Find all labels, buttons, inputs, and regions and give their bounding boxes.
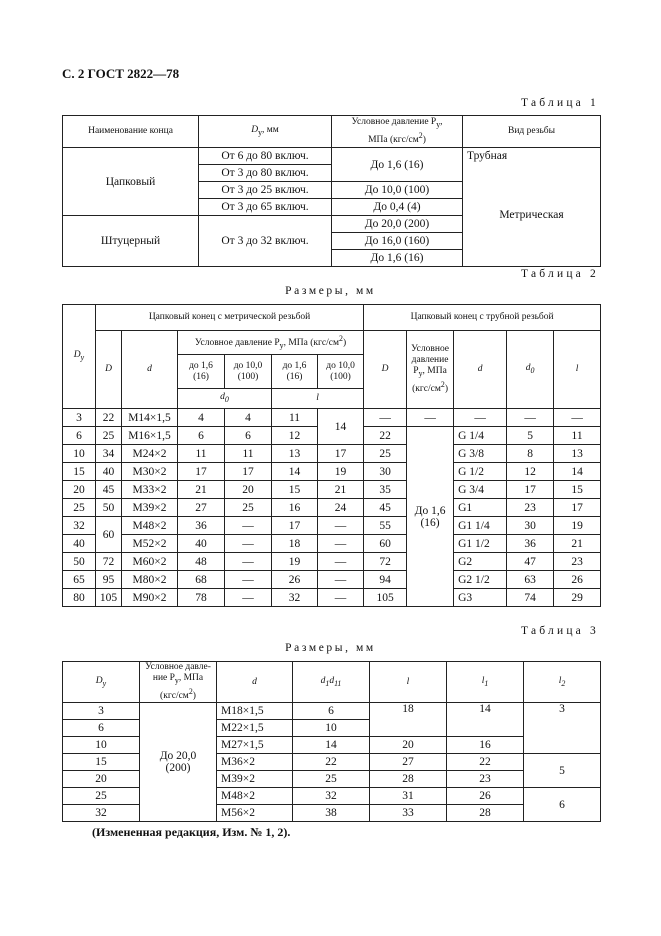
table2-caption: Таблица 2 xyxy=(521,268,599,280)
t2-cell: 8 xyxy=(507,445,554,463)
t2-header-l: l xyxy=(272,389,364,409)
t2-cell: 11 xyxy=(225,445,272,463)
t3-cell: 32 xyxy=(63,805,140,822)
t1-cell: От 3 до 25 включ. xyxy=(199,182,332,199)
t2-header-p16: до 1,6 (16) xyxy=(272,355,318,389)
t2-cell: 27 xyxy=(178,499,225,517)
t2-cell: 65 xyxy=(63,571,96,589)
t3-cell: 16 xyxy=(447,737,524,754)
t1-cell: До 16,0 (160) xyxy=(332,233,463,250)
t2-cell: 6 xyxy=(178,427,225,445)
t2-cell: 29 xyxy=(554,589,601,607)
t2-header-D: D xyxy=(96,331,122,409)
t2-cell: — xyxy=(225,589,272,607)
t2-cell-merged-pressure: До 1,6 (16) xyxy=(407,427,454,607)
t2-cell: — xyxy=(318,571,364,589)
t2-cell: — xyxy=(318,535,364,553)
t2-header-p100: до 10,0 (100) xyxy=(225,355,272,389)
t1-cell: От 3 до 80 включ. xyxy=(199,165,332,182)
table-1 xyxy=(62,115,601,267)
t3-header-l2: $l_2$ xyxy=(524,662,601,703)
t3-cell: 22 xyxy=(447,754,524,771)
t3-header-d1: $d_1d_{11}$ xyxy=(293,662,370,703)
table-3 xyxy=(62,661,601,822)
t2-cell: — xyxy=(507,409,554,427)
t2-cell: 26 xyxy=(554,571,601,589)
t2-cell: G2 xyxy=(454,553,507,571)
t2-cell: 36 xyxy=(178,517,225,535)
t2-cell-merged-l: 14 xyxy=(318,409,364,445)
t2-cell: 22 xyxy=(364,427,407,445)
t2-cell: 21 xyxy=(318,481,364,499)
t2-cell: 18 xyxy=(272,535,318,553)
t3-cell: 23 xyxy=(447,771,524,788)
t2-cell: 34 xyxy=(96,445,122,463)
table1-caption: Таблица 1 xyxy=(521,97,599,109)
t2-cell: 68 xyxy=(178,571,225,589)
t2-cell: M52×2 xyxy=(122,535,178,553)
t2-cell: 20 xyxy=(225,481,272,499)
t2-cell: — xyxy=(318,589,364,607)
t3-header-l: l xyxy=(370,662,447,703)
t2-cell: G 1/4 xyxy=(454,427,507,445)
t2-cell: 50 xyxy=(63,553,96,571)
t2-cell: 30 xyxy=(364,463,407,481)
t2-cell: 25 xyxy=(225,499,272,517)
t3-cell: 20 xyxy=(370,737,447,754)
t2-cell: M60×2 xyxy=(122,553,178,571)
t2-cell: 25 xyxy=(364,445,407,463)
t2-cell: 94 xyxy=(364,571,407,589)
t3-cell: M22×1,5 xyxy=(217,720,293,737)
t3-cell: 22 xyxy=(293,754,370,771)
t2-cell: 35 xyxy=(364,481,407,499)
t2-header-p16: до 1,6 (16) xyxy=(178,355,225,389)
t3-cell: M48×2 xyxy=(217,788,293,805)
t2-header-pipe-D: D xyxy=(364,331,407,409)
t2-cell: 14 xyxy=(554,463,601,481)
t3-cell: 33 xyxy=(370,805,447,822)
t3-cell-merged-l2: 3 xyxy=(524,703,601,754)
table3-caption: Таблица 3 xyxy=(521,625,599,637)
t3-cell: 28 xyxy=(370,771,447,788)
table3-units: Размеры, мм xyxy=(285,642,376,654)
t2-cell: 17 xyxy=(272,517,318,535)
t3-cell: 25 xyxy=(293,771,370,788)
t1-cell: До 10,0 (100) xyxy=(332,182,463,199)
t2-header-p100: до 10,0 (100) xyxy=(318,355,364,389)
table-2 xyxy=(62,304,601,607)
t2-header-pipe-l: l xyxy=(554,331,601,409)
t3-cell: M36×2 xyxy=(217,754,293,771)
t2-cell: 17 xyxy=(318,445,364,463)
t2-cell: 45 xyxy=(96,481,122,499)
t3-cell: 28 xyxy=(447,805,524,822)
t1-header-pressure: Условное давление $P_y$, МПа $(кгс/см^2)$ xyxy=(332,116,463,148)
t2-cell: 4 xyxy=(178,409,225,427)
t2-cell: 6 xyxy=(225,427,272,445)
t2-cell: 12 xyxy=(272,427,318,445)
t2-cell: M39×2 xyxy=(122,499,178,517)
t3-cell: 25 xyxy=(63,788,140,805)
t2-cell: 80 xyxy=(63,589,96,607)
t3-cell: 14 xyxy=(447,703,524,737)
t2-cell: M90×2 xyxy=(122,589,178,607)
t2-cell: 12 xyxy=(507,463,554,481)
t1-cell-thread-metric: Метрическая xyxy=(463,165,601,267)
t2-cell: M48×2 xyxy=(122,517,178,535)
t2-cell: 74 xyxy=(507,589,554,607)
t1-header-dy: $D_y$, мм xyxy=(199,116,332,148)
t1-cell: От 3 до 32 включ. xyxy=(199,216,332,267)
t3-cell: 38 xyxy=(293,805,370,822)
t2-header-pressure: Условное давление $P_y$, МПа $(кгс/см^2)$ xyxy=(178,331,364,355)
t2-cell: 48 xyxy=(178,553,225,571)
t2-cell: 15 xyxy=(63,463,96,481)
t2-cell: G 1/2 xyxy=(454,463,507,481)
t2-cell: 20 xyxy=(63,481,96,499)
t3-cell: 6 xyxy=(293,703,370,720)
t2-cell: 72 xyxy=(96,553,122,571)
t2-cell: 40 xyxy=(96,463,122,481)
t3-cell: M27×1,5 xyxy=(217,737,293,754)
t2-cell: 55 xyxy=(364,517,407,535)
t2-cell: G3 xyxy=(454,589,507,607)
t3-cell: M39×2 xyxy=(217,771,293,788)
t2-cell: M30×2 xyxy=(122,463,178,481)
t2-header-metric-group: Цапковый конец с метрической резьбой xyxy=(96,305,364,331)
t2-cell: 17 xyxy=(507,481,554,499)
t3-cell: 6 xyxy=(63,720,140,737)
t2-cell: G2 1/2 xyxy=(454,571,507,589)
t2-cell: M14×1,5 xyxy=(122,409,178,427)
t3-cell: 15 xyxy=(63,754,140,771)
t2-cell: 10 xyxy=(63,445,96,463)
t2-cell: — xyxy=(225,517,272,535)
t2-cell: 14 xyxy=(272,463,318,481)
t3-cell: 3 xyxy=(63,703,140,720)
t2-cell: 17 xyxy=(178,463,225,481)
t2-cell: — xyxy=(407,409,454,427)
t3-header-l1: $l_1$ xyxy=(447,662,524,703)
t1-header-thread: Вид резьбы xyxy=(463,116,601,148)
t2-cell: G 3/8 xyxy=(454,445,507,463)
t3-header-pressure: Условное давле- ние $P_y$, МПа $(кгс/см^2)$ xyxy=(140,662,217,703)
t2-cell: 15 xyxy=(554,481,601,499)
t2-cell: — xyxy=(554,409,601,427)
t2-cell: — xyxy=(454,409,507,427)
t2-cell: 63 xyxy=(507,571,554,589)
t2-cell: 45 xyxy=(364,499,407,517)
t2-cell: 95 xyxy=(96,571,122,589)
t2-cell: 60 xyxy=(364,535,407,553)
t2-cell: G1 1/2 xyxy=(454,535,507,553)
t2-cell: 4 xyxy=(225,409,272,427)
page-header: С. 2 ГОСТ 2822—78 xyxy=(62,66,180,81)
t2-cell: — xyxy=(364,409,407,427)
t2-cell: 72 xyxy=(364,553,407,571)
t3-cell-merged-l2: 6 xyxy=(524,788,601,822)
t3-header-d: d xyxy=(217,662,293,703)
t3-cell: 10 xyxy=(293,720,370,737)
t3-cell: 27 xyxy=(370,754,447,771)
t1-cell: До 1,6 (16) xyxy=(332,250,463,267)
t2-cell: — xyxy=(318,517,364,535)
t2-cell: 11 xyxy=(554,427,601,445)
t2-cell: 25 xyxy=(96,427,122,445)
t2-cell: 40 xyxy=(178,535,225,553)
t3-cell: M56×2 xyxy=(217,805,293,822)
t2-cell: M16×1,5 xyxy=(122,427,178,445)
t2-cell: G1 1/4 xyxy=(454,517,507,535)
t2-cell: 50 xyxy=(96,499,122,517)
t2-cell: 13 xyxy=(272,445,318,463)
t2-cell: M24×2 xyxy=(122,445,178,463)
t2-cell: 19 xyxy=(554,517,601,535)
t2-cell: 32 xyxy=(272,589,318,607)
t2-cell: 24 xyxy=(318,499,364,517)
t3-cell: 31 xyxy=(370,788,447,805)
t1-cell: От 6 до 80 включ. xyxy=(199,148,332,165)
t2-cell: 17 xyxy=(225,463,272,481)
t2-cell: — xyxy=(225,553,272,571)
t1-cell: До 20,0 (200) xyxy=(332,216,463,233)
t3-cell-merged-l2: 5 xyxy=(524,754,601,788)
t2-cell: 78 xyxy=(178,589,225,607)
t1-cell: До 1,6 (16) xyxy=(332,148,463,182)
t2-header-d0: $d_0$ xyxy=(178,389,272,409)
t3-cell: 32 xyxy=(293,788,370,805)
t2-cell: 11 xyxy=(272,409,318,427)
t2-cell: 25 xyxy=(63,499,96,517)
t2-cell: G1 xyxy=(454,499,507,517)
t2-header-pipe-pressure: Условное давление $P_y$, МПа $(кгс/см^2)$ xyxy=(407,331,454,409)
t2-header-pipe-d0: $d_0$ xyxy=(507,331,554,409)
t3-cell-merged-pressure: До 20,0 (200) xyxy=(140,703,217,822)
t2-header-dy: $D_y$ xyxy=(63,305,96,409)
t2-cell: — xyxy=(318,553,364,571)
t2-cell: 47 xyxy=(507,553,554,571)
t2-cell: M33×2 xyxy=(122,481,178,499)
t2-cell: 15 xyxy=(272,481,318,499)
t3-cell: 14 xyxy=(293,737,370,754)
t3-cell: 26 xyxy=(447,788,524,805)
t2-cell: G 3/4 xyxy=(454,481,507,499)
t2-cell: 23 xyxy=(554,553,601,571)
t3-cell: 18 xyxy=(370,703,447,737)
t2-cell: 6 xyxy=(63,427,96,445)
t1-cell: От 3 до 65 включ. xyxy=(199,199,332,216)
t1-cell-shtuts: Штуцерный xyxy=(63,216,199,267)
t3-cell: M18×1,5 xyxy=(217,703,293,720)
t2-cell: 19 xyxy=(272,553,318,571)
t2-cell: 17 xyxy=(554,499,601,517)
t2-cell: 5 xyxy=(507,427,554,445)
t2-cell: M80×2 xyxy=(122,571,178,589)
t2-cell: 32 xyxy=(63,517,96,535)
t2-cell: 26 xyxy=(272,571,318,589)
t1-cell-tsap: Цапковый xyxy=(63,148,199,216)
t1-cell-thread-pipe: Трубная xyxy=(463,148,601,165)
t2-cell: 21 xyxy=(178,481,225,499)
t2-cell: 22 xyxy=(96,409,122,427)
t2-cell: 36 xyxy=(507,535,554,553)
t2-header-d: d xyxy=(122,331,178,409)
t2-cell: 23 xyxy=(507,499,554,517)
t1-cell: До 0,4 (4) xyxy=(332,199,463,216)
t2-cell: 19 xyxy=(318,463,364,481)
t2-cell: — xyxy=(225,571,272,589)
t2-cell: 11 xyxy=(178,445,225,463)
t2-cell: 40 xyxy=(63,535,96,553)
t3-header-dy: $D_y$ xyxy=(63,662,140,703)
t3-cell: 10 xyxy=(63,737,140,754)
t2-header-pipe-group: Цапковый конец с трубной резьбой xyxy=(364,305,601,331)
t2-cell: 13 xyxy=(554,445,601,463)
t2-cell: 16 xyxy=(272,499,318,517)
t2-cell: 105 xyxy=(364,589,407,607)
t3-cell: 20 xyxy=(63,771,140,788)
t2-cell: — xyxy=(225,535,272,553)
t2-cell: 105 xyxy=(96,589,122,607)
t2-cell: 30 xyxy=(507,517,554,535)
t2-cell-merged-D: 60 xyxy=(96,517,122,553)
t2-cell: 3 xyxy=(63,409,96,427)
footnote: (Измененная редакция, Изм. № 1, 2). xyxy=(92,825,291,839)
t2-cell: 21 xyxy=(554,535,601,553)
t1-header-name: Наименование конца xyxy=(63,116,199,148)
t2-header-pipe-d: d xyxy=(454,331,507,409)
table2-units: Размеры, мм xyxy=(285,285,376,297)
